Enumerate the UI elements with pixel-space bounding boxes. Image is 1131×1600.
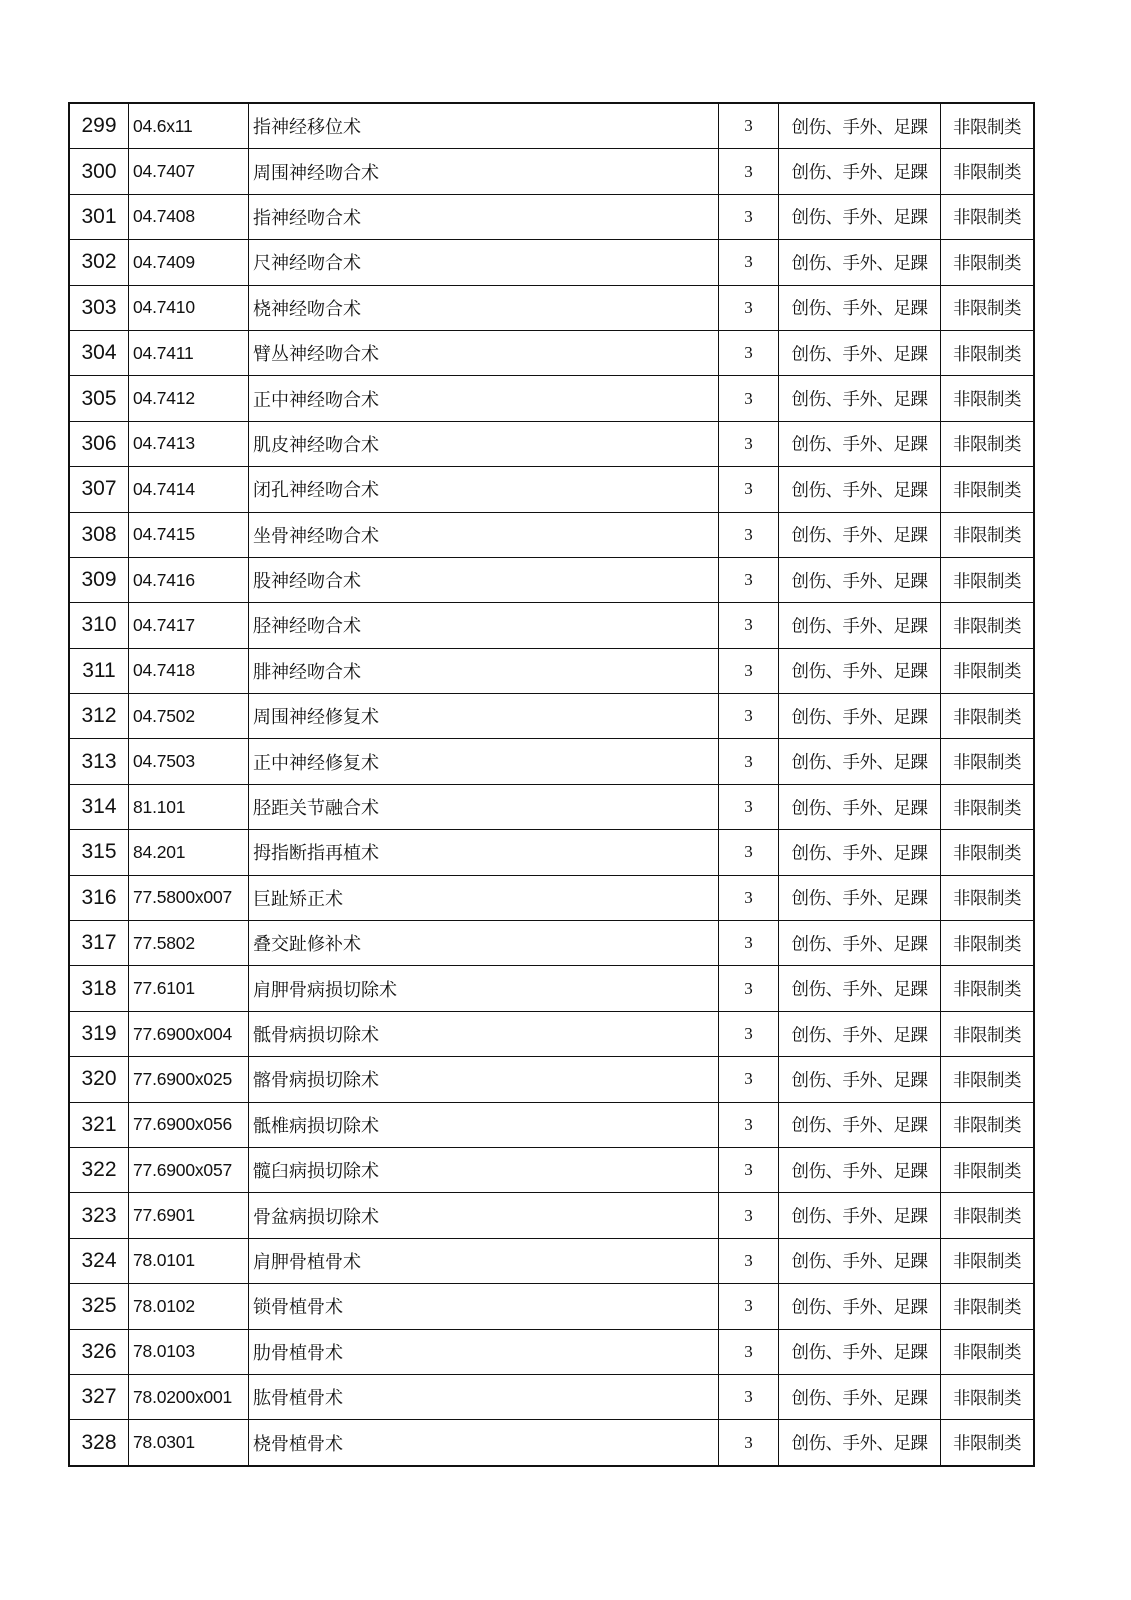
department-cell: 创伤、手外、足踝	[779, 1420, 941, 1466]
management-category-cell: 非限制类	[941, 1284, 1035, 1329]
procedure-name-cell: 巨趾矫正术	[249, 875, 719, 920]
management-category-cell: 非限制类	[941, 1329, 1035, 1374]
surgery-level-cell: 3	[719, 285, 779, 330]
table-row	[69, 376, 1034, 421]
department-cell: 创伤、手外、足踝	[779, 330, 941, 375]
management-category-cell: 非限制类	[941, 1102, 1035, 1147]
surgery-level-cell: 3	[719, 1374, 779, 1419]
row-number-cell: 307	[69, 467, 129, 512]
management-category-cell: 非限制类	[941, 1011, 1035, 1056]
management-category-cell: 非限制类	[941, 1147, 1035, 1192]
table-row	[69, 966, 1034, 1011]
surgery-level-cell: 3	[719, 830, 779, 875]
department-cell: 创伤、手外、足踝	[779, 512, 941, 557]
procedure-code-cell: 77.6101	[129, 966, 249, 1011]
surgery-level-cell: 3	[719, 739, 779, 784]
surgery-level-cell: 3	[719, 1238, 779, 1283]
management-category-cell: 非限制类	[941, 784, 1035, 829]
row-number-cell: 323	[69, 1193, 129, 1238]
management-category-cell: 非限制类	[941, 330, 1035, 375]
management-category-cell: 非限制类	[941, 240, 1035, 285]
department-cell: 创伤、手外、足踝	[779, 285, 941, 330]
department-cell: 创伤、手外、足踝	[779, 1057, 941, 1102]
procedure-code-cell: 78.0301	[129, 1420, 249, 1466]
procedure-table-body	[69, 103, 1034, 1466]
management-category-cell: 非限制类	[941, 1420, 1035, 1466]
procedure-code-cell: 04.7412	[129, 376, 249, 421]
department-cell: 创伤、手外、足踝	[779, 875, 941, 920]
row-number-cell: 314	[69, 784, 129, 829]
department-cell: 创伤、手外、足踝	[779, 1329, 941, 1374]
table-row	[69, 421, 1034, 466]
table-row	[69, 1057, 1034, 1102]
procedure-code-cell: 77.5800x007	[129, 875, 249, 920]
table-row	[69, 1147, 1034, 1192]
surgery-level-cell: 3	[719, 1147, 779, 1192]
surgery-level-cell: 3	[719, 103, 779, 149]
department-cell: 创伤、手外、足踝	[779, 1102, 941, 1147]
surgery-level-cell: 3	[719, 1284, 779, 1329]
management-category-cell: 非限制类	[941, 421, 1035, 466]
procedure-code-cell: 04.7415	[129, 512, 249, 557]
department-cell: 创伤、手外、足踝	[779, 1193, 941, 1238]
surgery-level-cell: 3	[719, 330, 779, 375]
procedure-name-cell: 肌皮神经吻合术	[249, 421, 719, 466]
surgery-level-cell: 3	[719, 1011, 779, 1056]
procedure-code-cell: 77.6901	[129, 1193, 249, 1238]
department-cell: 创伤、手外、足踝	[779, 694, 941, 739]
management-category-cell: 非限制类	[941, 739, 1035, 784]
row-number-cell: 301	[69, 194, 129, 239]
management-category-cell: 非限制类	[941, 376, 1035, 421]
row-number-cell: 317	[69, 921, 129, 966]
table-row	[69, 194, 1034, 239]
procedure-name-cell: 髋臼病损切除术	[249, 1147, 719, 1192]
table-row	[69, 149, 1034, 194]
department-cell: 创伤、手外、足踝	[779, 103, 941, 149]
department-cell: 创伤、手外、足踝	[779, 648, 941, 693]
department-cell: 创伤、手外、足踝	[779, 1374, 941, 1419]
row-number-cell: 313	[69, 739, 129, 784]
surgery-level-cell: 3	[719, 1057, 779, 1102]
procedure-name-cell: 髂骨病损切除术	[249, 1057, 719, 1102]
table-row	[69, 467, 1034, 512]
table-row	[69, 1284, 1034, 1329]
row-number-cell: 328	[69, 1420, 129, 1466]
procedure-name-cell: 周围神经修复术	[249, 694, 719, 739]
row-number-cell: 315	[69, 830, 129, 875]
procedure-name-cell: 指神经吻合术	[249, 194, 719, 239]
surgery-level-cell: 3	[719, 467, 779, 512]
row-number-cell: 319	[69, 1011, 129, 1056]
procedure-code-cell: 04.7503	[129, 739, 249, 784]
procedure-code-cell: 81.101	[129, 784, 249, 829]
table-row	[69, 603, 1034, 648]
procedure-code-cell: 04.7418	[129, 648, 249, 693]
table-row	[69, 1193, 1034, 1238]
surgery-level-cell: 3	[719, 1420, 779, 1466]
procedure-code-cell: 04.7411	[129, 330, 249, 375]
surgery-level-cell: 3	[719, 1102, 779, 1147]
department-cell: 创伤、手外、足踝	[779, 603, 941, 648]
management-category-cell: 非限制类	[941, 467, 1035, 512]
surgery-level-cell: 3	[719, 376, 779, 421]
surgery-level-cell: 3	[719, 149, 779, 194]
management-category-cell: 非限制类	[941, 1057, 1035, 1102]
department-cell: 创伤、手外、足踝	[779, 830, 941, 875]
row-number-cell: 302	[69, 240, 129, 285]
procedure-code-cell: 77.6900x025	[129, 1057, 249, 1102]
management-category-cell: 非限制类	[941, 149, 1035, 194]
management-category-cell: 非限制类	[941, 966, 1035, 1011]
table-row	[69, 648, 1034, 693]
procedure-table	[68, 102, 1035, 1467]
surgery-level-cell: 3	[719, 1329, 779, 1374]
table-row	[69, 784, 1034, 829]
procedure-code-cell: 77.6900x056	[129, 1102, 249, 1147]
department-cell: 创伤、手外、足踝	[779, 240, 941, 285]
procedure-code-cell: 04.7408	[129, 194, 249, 239]
table-row	[69, 103, 1034, 149]
procedure-code-cell: 78.0101	[129, 1238, 249, 1283]
row-number-cell: 312	[69, 694, 129, 739]
row-number-cell: 306	[69, 421, 129, 466]
procedure-name-cell: 周围神经吻合术	[249, 149, 719, 194]
department-cell: 创伤、手外、足踝	[779, 421, 941, 466]
table-row	[69, 694, 1034, 739]
management-category-cell: 非限制类	[941, 194, 1035, 239]
department-cell: 创伤、手外、足踝	[779, 467, 941, 512]
table-row	[69, 1420, 1034, 1466]
procedure-name-cell: 拇指断指再植术	[249, 830, 719, 875]
procedure-code-cell: 77.5802	[129, 921, 249, 966]
management-category-cell: 非限制类	[941, 1193, 1035, 1238]
table-row	[69, 1374, 1034, 1419]
procedure-code-cell: 78.0103	[129, 1329, 249, 1374]
management-category-cell: 非限制类	[941, 603, 1035, 648]
department-cell: 创伤、手外、足踝	[779, 1011, 941, 1056]
procedure-code-cell: 77.6900x057	[129, 1147, 249, 1192]
department-cell: 创伤、手外、足踝	[779, 1284, 941, 1329]
row-number-cell: 325	[69, 1284, 129, 1329]
procedure-name-cell: 胫神经吻合术	[249, 603, 719, 648]
table-row	[69, 921, 1034, 966]
procedure-name-cell: 肋骨植骨术	[249, 1329, 719, 1374]
table-row	[69, 330, 1034, 375]
department-cell: 创伤、手外、足踝	[779, 557, 941, 602]
procedure-name-cell: 肩胛骨病损切除术	[249, 966, 719, 1011]
department-cell: 创伤、手外、足踝	[779, 1147, 941, 1192]
procedure-code-cell: 04.7413	[129, 421, 249, 466]
department-cell: 创伤、手外、足踝	[779, 739, 941, 784]
management-category-cell: 非限制类	[941, 1374, 1035, 1419]
procedure-name-cell: 骶椎病损切除术	[249, 1102, 719, 1147]
procedure-code-cell: 77.6900x004	[129, 1011, 249, 1056]
row-number-cell: 321	[69, 1102, 129, 1147]
procedure-code-cell: 04.7416	[129, 557, 249, 602]
row-number-cell: 322	[69, 1147, 129, 1192]
row-number-cell: 305	[69, 376, 129, 421]
surgery-level-cell: 3	[719, 557, 779, 602]
procedure-name-cell: 正中神经修复术	[249, 739, 719, 784]
table-row	[69, 1102, 1034, 1147]
row-number-cell: 316	[69, 875, 129, 920]
procedure-name-cell: 桡骨植骨术	[249, 1420, 719, 1466]
management-category-cell: 非限制类	[941, 921, 1035, 966]
procedure-name-cell: 骶骨病损切除术	[249, 1011, 719, 1056]
table-row	[69, 285, 1034, 330]
surgery-level-cell: 3	[719, 648, 779, 693]
management-category-cell: 非限制类	[941, 285, 1035, 330]
row-number-cell: 300	[69, 149, 129, 194]
procedure-code-cell: 78.0200x001	[129, 1374, 249, 1419]
department-cell: 创伤、手外、足踝	[779, 376, 941, 421]
surgery-level-cell: 3	[719, 1193, 779, 1238]
surgery-level-cell: 3	[719, 784, 779, 829]
procedure-name-cell: 叠交趾修补术	[249, 921, 719, 966]
surgery-level-cell: 3	[719, 512, 779, 557]
procedure-name-cell: 尺神经吻合术	[249, 240, 719, 285]
row-number-cell: 320	[69, 1057, 129, 1102]
procedure-code-cell: 04.6x11	[129, 103, 249, 149]
procedure-name-cell: 骨盆病损切除术	[249, 1193, 719, 1238]
procedure-name-cell: 胫距关节融合术	[249, 784, 719, 829]
surgery-level-cell: 3	[719, 421, 779, 466]
table-row	[69, 512, 1034, 557]
procedure-name-cell: 指神经移位术	[249, 103, 719, 149]
procedure-code-cell: 04.7417	[129, 603, 249, 648]
procedure-name-cell: 正中神经吻合术	[249, 376, 719, 421]
procedure-name-cell: 坐骨神经吻合术	[249, 512, 719, 557]
department-cell: 创伤、手外、足踝	[779, 784, 941, 829]
row-number-cell: 318	[69, 966, 129, 1011]
procedure-code-cell: 04.7502	[129, 694, 249, 739]
row-number-cell: 309	[69, 557, 129, 602]
management-category-cell: 非限制类	[941, 875, 1035, 920]
department-cell: 创伤、手外、足踝	[779, 921, 941, 966]
row-number-cell: 304	[69, 330, 129, 375]
management-category-cell: 非限制类	[941, 557, 1035, 602]
table-row	[69, 875, 1034, 920]
procedure-name-cell: 闭孔神经吻合术	[249, 467, 719, 512]
table-row	[69, 1329, 1034, 1374]
management-category-cell: 非限制类	[941, 694, 1035, 739]
row-number-cell: 310	[69, 603, 129, 648]
procedure-code-cell: 04.7409	[129, 240, 249, 285]
table-row	[69, 1238, 1034, 1283]
table-row	[69, 1011, 1034, 1056]
table-row	[69, 240, 1034, 285]
management-category-cell: 非限制类	[941, 512, 1035, 557]
row-number-cell: 327	[69, 1374, 129, 1419]
management-category-cell: 非限制类	[941, 1238, 1035, 1283]
row-number-cell: 308	[69, 512, 129, 557]
surgery-level-cell: 3	[719, 603, 779, 648]
surgery-level-cell: 3	[719, 921, 779, 966]
row-number-cell: 324	[69, 1238, 129, 1283]
table-row	[69, 830, 1034, 875]
surgery-level-cell: 3	[719, 194, 779, 239]
procedure-name-cell: 臂丛神经吻合术	[249, 330, 719, 375]
row-number-cell: 299	[69, 103, 129, 149]
table-row	[69, 557, 1034, 602]
department-cell: 创伤、手外、足踝	[779, 194, 941, 239]
department-cell: 创伤、手外、足踝	[779, 966, 941, 1011]
department-cell: 创伤、手外、足踝	[779, 149, 941, 194]
procedure-name-cell: 腓神经吻合术	[249, 648, 719, 693]
table-row	[69, 739, 1034, 784]
procedure-name-cell: 桡神经吻合术	[249, 285, 719, 330]
department-cell: 创伤、手外、足踝	[779, 1238, 941, 1283]
procedure-code-cell: 78.0102	[129, 1284, 249, 1329]
surgery-level-cell: 3	[719, 966, 779, 1011]
management-category-cell: 非限制类	[941, 830, 1035, 875]
row-number-cell: 311	[69, 648, 129, 693]
procedure-name-cell: 锁骨植骨术	[249, 1284, 719, 1329]
surgery-level-cell: 3	[719, 875, 779, 920]
surgery-level-cell: 3	[719, 240, 779, 285]
procedure-code-cell: 84.201	[129, 830, 249, 875]
management-category-cell: 非限制类	[941, 648, 1035, 693]
procedure-name-cell: 股神经吻合术	[249, 557, 719, 602]
row-number-cell: 326	[69, 1329, 129, 1374]
row-number-cell: 303	[69, 285, 129, 330]
procedure-name-cell: 肩胛骨植骨术	[249, 1238, 719, 1283]
procedure-code-cell: 04.7410	[129, 285, 249, 330]
procedure-code-cell: 04.7407	[129, 149, 249, 194]
surgery-level-cell: 3	[719, 694, 779, 739]
procedure-name-cell: 肱骨植骨术	[249, 1374, 719, 1419]
management-category-cell: 非限制类	[941, 103, 1035, 149]
procedure-code-cell: 04.7414	[129, 467, 249, 512]
